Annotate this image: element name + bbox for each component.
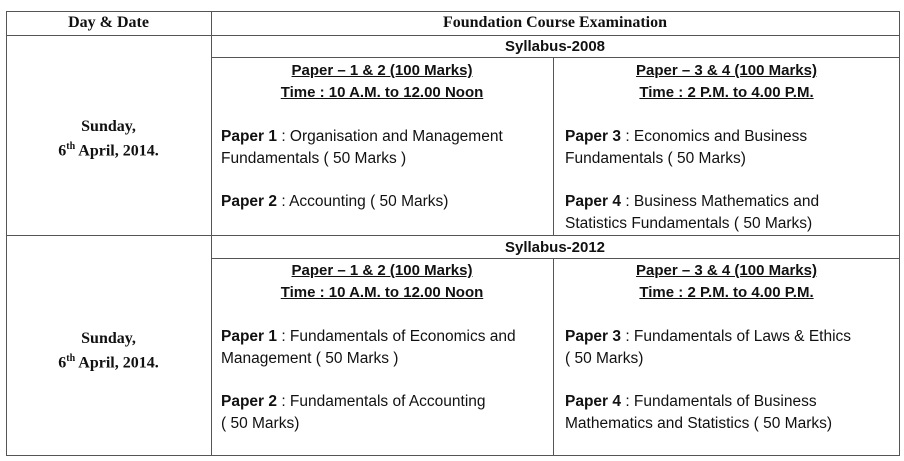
paper-3-4-title-2008: Paper – 3 & 4 (100 Marks) xyxy=(636,62,817,79)
header-divider xyxy=(6,35,900,36)
header-day-date: Day & Date xyxy=(68,14,149,31)
paper-1-desc-2012: Paper 1 : Fundamentals of Economics and Management ( 50 Marks ) xyxy=(221,328,516,367)
paper-3-4-time-2012: Time : 2 P.M. to 4.00 P.M. xyxy=(639,284,814,301)
exam-date-line: 6th April, 2014. xyxy=(58,353,159,372)
table-border-left xyxy=(6,11,7,456)
exam-day: Sunday, xyxy=(81,330,136,347)
syllabus-2012-label: Syllabus-2012 xyxy=(504,239,606,256)
block-divider xyxy=(6,235,900,236)
paper-4-desc-2008: Paper 4 : Business Mathematics and Statistics Fundamentals ( 50 Marks) xyxy=(565,193,820,232)
syllabus-2008-label: Syllabus-2008 xyxy=(504,38,606,55)
paper-3-4-time-2008: Time : 2 P.M. to 4.00 P.M. xyxy=(639,84,814,101)
paper-2-desc-2008: Paper 2 : Accounting ( 50 Marks) xyxy=(221,193,449,210)
syllabus-2008-divider xyxy=(211,57,900,58)
paper-3-4-title-2012: Paper – 3 & 4 (100 Marks) xyxy=(636,262,817,279)
paper-1-desc-2008: Paper 1 : Organisation and Management Fundamentals ( 50 Marks ) xyxy=(221,128,503,167)
exam-date-2012 xyxy=(6,329,211,373)
paper-2-desc-2012: Paper 2 : Fundamentals of Accounting ( 50 Marks) xyxy=(221,393,486,432)
exam-date-2008 xyxy=(6,117,211,161)
exam-day: Sunday, xyxy=(81,118,136,135)
paper-1-2-title-2012: Paper – 1 & 2 (100 Marks) xyxy=(291,262,473,279)
header-exam-title: Foundation Course Examination xyxy=(442,14,668,31)
paper-3-desc-2008: Paper 3 : Economics and Business Fundamentals ( 50 Marks) xyxy=(565,128,808,167)
paper-1-2-time-2012: Time : 10 A.M. to 12.00 Noon xyxy=(280,284,484,301)
paper-3-desc-2012: Paper 3 : Fundamentals of Laws & Ethics ( 50 Marks) xyxy=(565,328,852,367)
paper-1-2-title-2008: Paper – 1 & 2 (100 Marks) xyxy=(291,62,473,79)
syllabus-2012-divider xyxy=(211,258,900,259)
table-border-right xyxy=(899,11,900,456)
exam-date-line: 6th April, 2014. xyxy=(58,141,159,160)
table-border-top xyxy=(6,11,900,12)
table-border-bottom xyxy=(6,455,900,456)
paper-4-desc-2012: Paper 4 : Fundamentals of Business Mathematics and Statistics ( 50 Marks) xyxy=(565,393,833,432)
paper-1-2-time-2008: Time : 10 A.M. to 12.00 Noon xyxy=(280,84,484,101)
